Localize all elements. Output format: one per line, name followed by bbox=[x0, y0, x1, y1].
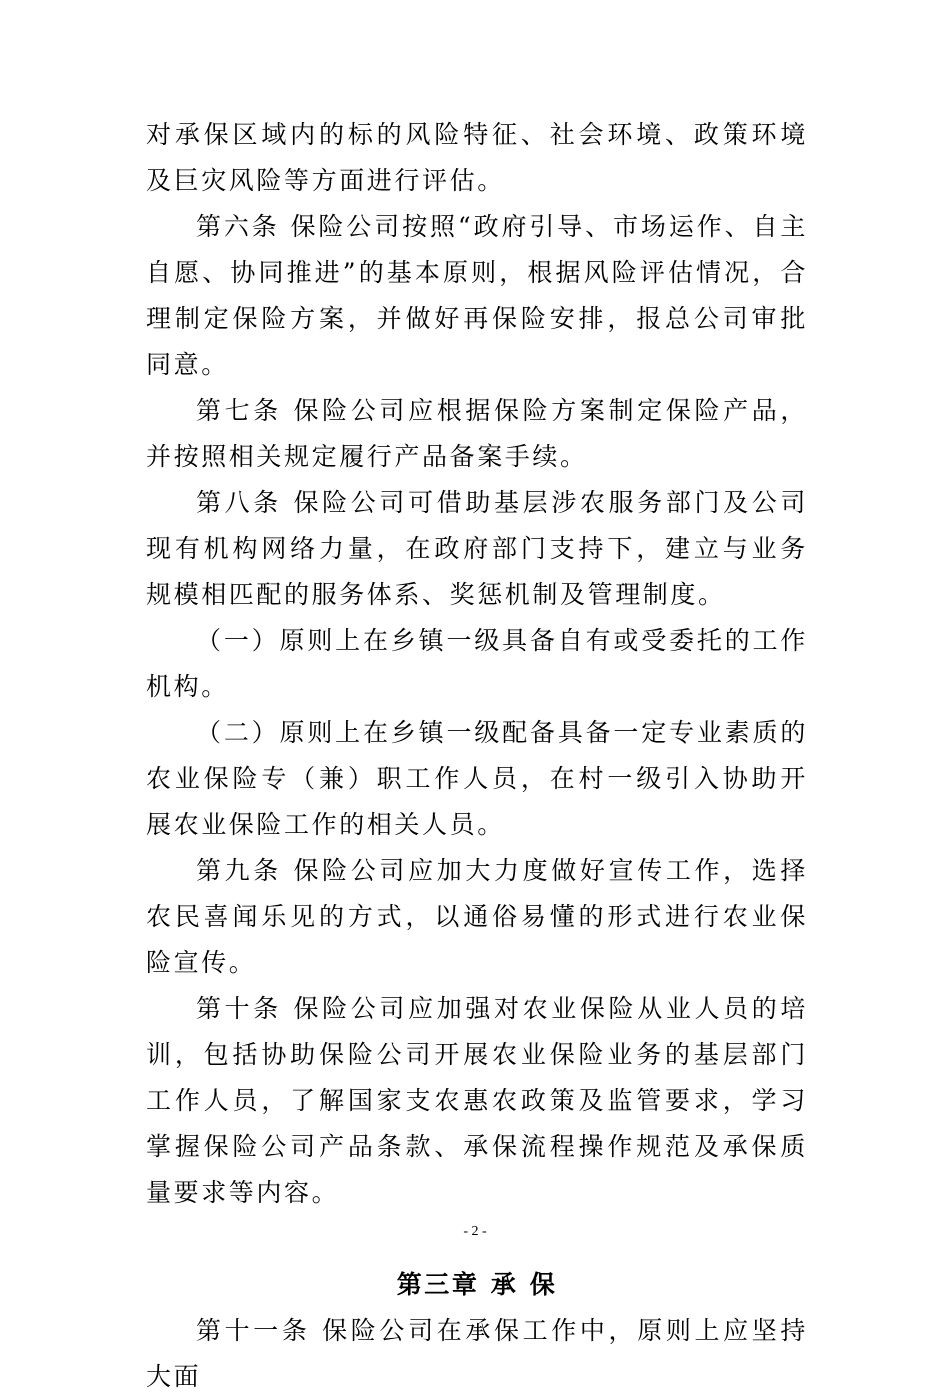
page-number: - 2 - bbox=[463, 1224, 487, 1239]
article-10: 第十条 保险公司应加强对农业保险从业人员的培训，包括协助保险公司开展农业保险业务的基层部门工作人员，了解国家支农惠农政策及监管要求，学习掌握保险公司产品条款、承保流程操作规范及承保质量要求等内容。 bbox=[146, 994, 808, 1207]
article-6: 第六条 保险公司按照“政府引导、市场运作、自主自愿、协同推进”的基本原则，根据风险评估情况，合理制定保险方案，并做好再保险安排，报总公司审批同意。 bbox=[146, 212, 808, 379]
article-11: 第十一条 保险公司在承保工作中，原则上应坚持大面 bbox=[146, 1316, 808, 1391]
article-8: 第八条 保险公司可借助基层涉农服务部门及公司现有机构网络力量，在政府部门支持下，建立与业务规模相匹配的服务体系、奖惩机制及管理制度。 bbox=[146, 488, 808, 609]
paragraph-continuation: 对承保区域内的标的风险特征、社会环境、政策环境及巨灾风险等方面进行评估。 bbox=[146, 120, 808, 195]
document-body bbox=[146, 112, 808, 1400]
article-9: 第九条 保险公司应加大力度做好宣传工作，选择农民喜闻乐见的方式，以通俗易懂的形式进行农业保险宣传。 bbox=[146, 856, 808, 977]
article-8-item-2: （二）原则上在乡镇一级配备具备一定专业素质的农业保险专（兼）职工作人员，在村一级引入协助开展农业保险工作的相关人员。 bbox=[146, 718, 808, 839]
article-7: 第七条 保险公司应根据保险方案制定保险产品，并按照相关规定履行产品备案手续。 bbox=[146, 396, 808, 471]
article-8-item-1: （一）原则上在乡镇一级具备自有或受委托的工作机构。 bbox=[146, 626, 808, 701]
chapter-heading: 第三章 承 保 bbox=[396, 1270, 558, 1299]
